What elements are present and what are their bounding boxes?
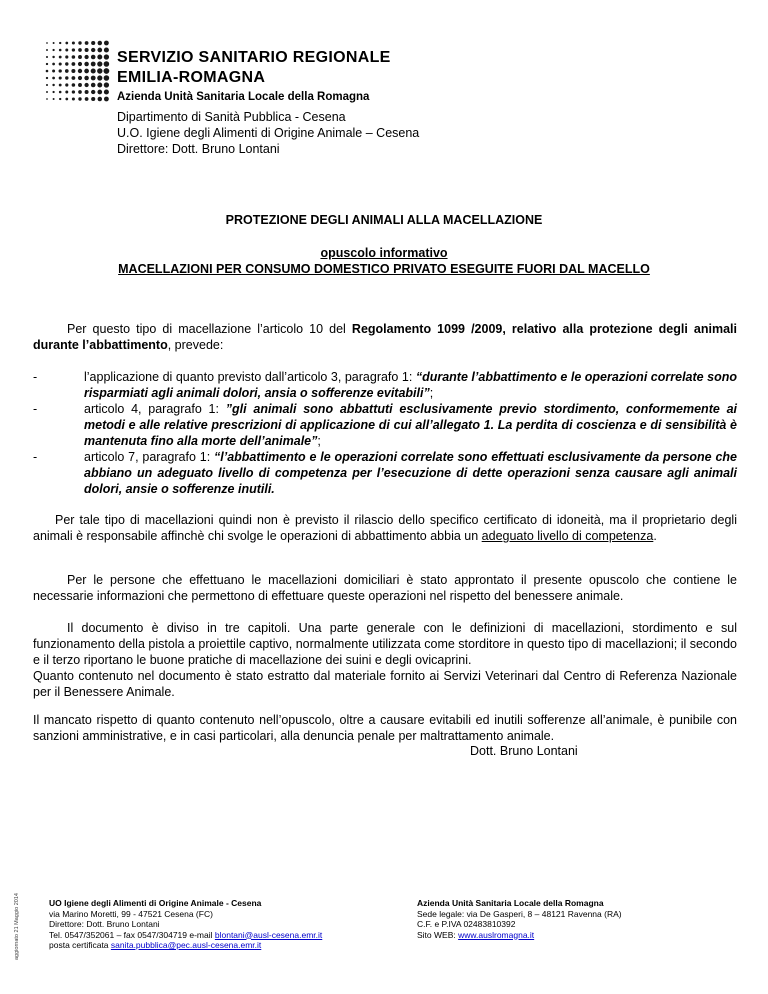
logo-dot <box>72 83 76 87</box>
intro-paragraph: Per questo tipo di macellazione l’articolo 10 del Regolamento 1099 /2009, relativo alla protezione degli animali durante l’abbattimento, prevede: <box>33 322 737 352</box>
logo-dot <box>59 69 62 72</box>
logo-dot <box>65 42 68 45</box>
regulation-articles-list <box>33 369 737 497</box>
org-name-line1: SERVIZIO SANITARIO REGIONALE <box>117 49 391 66</box>
logo-dot <box>78 41 81 44</box>
logo-dot <box>78 48 82 52</box>
logo-dot <box>65 76 68 79</box>
logo-dot <box>98 41 102 45</box>
logo-dot <box>78 76 82 80</box>
logo-dot <box>84 76 89 81</box>
logo-dot <box>46 49 48 51</box>
logo-dot <box>104 68 110 74</box>
logo-dot <box>65 91 68 94</box>
logo-dot <box>65 69 69 73</box>
footer-ausl-fiscal: C.F. e P.IVA 02483810392 <box>417 919 516 929</box>
footer-ausl-address: Sede legale: via De Gasperi, 8 – 48121 Ravenna (RA) <box>417 908 622 919</box>
logo-dot <box>97 68 102 73</box>
logo-dot <box>72 41 75 44</box>
logo-dot <box>65 55 68 58</box>
logo-dot <box>91 48 95 52</box>
logo-dot <box>59 84 62 87</box>
logo-dot <box>97 61 102 66</box>
logo-dot <box>78 62 82 66</box>
logo-dot <box>91 97 95 101</box>
logo-dot <box>52 56 54 58</box>
logo-dot <box>59 62 62 65</box>
signature: Dott. Bruno Lontani <box>470 744 578 758</box>
logo-dot <box>59 98 61 100</box>
logo-dot <box>104 75 110 81</box>
email-link[interactable]: blontani@ausl-cesena.emr.it <box>214 929 323 940</box>
footer-ausl-info <box>417 898 622 940</box>
logo-dot <box>65 49 68 52</box>
list-item: - articolo 7, paragrafo 1: “l’abbattimento e le operazioni correlate sono effettuati esclusivamente da persone che abbiano un adeguato livello di competenza per l’esecuzione di dette operazioni senza causare agli animali dolori, ansie o sofferenze inutili. <box>33 450 737 496</box>
logo-dot <box>91 41 95 45</box>
logo-dot <box>97 90 102 95</box>
logo-dot <box>91 83 96 88</box>
logo-dot <box>72 76 76 80</box>
logo-dot <box>59 91 62 94</box>
logo-dot <box>46 42 48 44</box>
logo-dot <box>78 83 82 87</box>
logo-dot <box>65 98 68 101</box>
director-name: Direttore: Dott. Bruno Lontani <box>117 142 280 156</box>
logo-dot <box>52 63 55 66</box>
logo-dot <box>78 90 82 94</box>
footer-unit-contacts: Tel. 0547/352061 – fax 0547/304719 e-mail blontani@ausl-cesena.emr.it <box>49 929 323 940</box>
logo-dot <box>104 89 109 94</box>
logo-dot <box>46 91 48 93</box>
footer-unit-director: Direttore: Dott. Bruno Lontani <box>49 919 160 929</box>
logo-dot <box>53 98 55 100</box>
logo-dot <box>91 90 95 94</box>
org-name-line3: Azienda Unità Sanitaria Locale della Romagna <box>117 91 370 103</box>
logo-dot <box>46 70 49 73</box>
website-link[interactable]: www.auslromagna.it <box>458 929 535 940</box>
responsibility-paragraph: Per tale tipo di macellazioni quindi non è previsto il rilascio dello specifico certificato di idoneità, ma il proprietario degli animali è responsabile affinchè chi svolge le operazioni di abbattimento abbia un adeguato livello di competenza. <box>33 513 737 543</box>
logo-dot <box>85 90 89 94</box>
logo-dot <box>97 83 102 88</box>
document-title: PROTEZIONE DEGLI ANIMALI ALLA MACELLAZIONE <box>225 213 543 227</box>
footer-unit-address: via Marino Moretti, 99 - 47521 Cesena (FC) <box>49 908 213 919</box>
logo-dot <box>104 97 109 102</box>
list-item: - l’applicazione di quanto previsto dall’articolo 3, paragrafo 1: “durante l’abbattimento e le operazioni correlate sono risparmiati agli animali dolori, ansia o sofferenze evitabili”; <box>33 370 737 400</box>
ssr-logo-dots <box>44 40 110 102</box>
logo-dot <box>52 49 54 51</box>
logo-dot <box>98 97 102 101</box>
footer-unit-title: UO Igiene degli Alimenti di Origine Animale - Cesena <box>49 898 262 908</box>
logo-dot <box>65 83 68 86</box>
logo-dot <box>78 69 82 73</box>
logo-dot <box>53 42 55 44</box>
logo-dot <box>46 77 48 79</box>
logo-dot <box>91 68 96 73</box>
logo-dot <box>104 61 110 67</box>
subtitle-line2: MACELLAZIONI PER CONSUMO DOMESTICO PRIVATO ESEGUITE FUORI DAL MACELLO <box>118 262 650 276</box>
list-item: - articolo 4, paragrafo 1: ”gli animali sono abbattuti esclusivamente previo stordimento, conformemente ai metodi e alle relative prescrizioni di applicazione di cui all’allegato 1. La perdita di coscienza e di sensibilità è mantenuta fino alla morte dell’animale”; <box>33 402 738 448</box>
logo-dot <box>59 56 62 59</box>
logo-dot <box>85 97 89 101</box>
footer-ausl-web: Sito WEB: www.auslromagna.it <box>417 929 535 940</box>
source-paragraph: Quanto contenuto nel documento è stato estratto dal materiale fornito ai Servizi Veterinari dal Centro di Referenza Nazionale per il Benessere Animale. <box>33 669 737 699</box>
logo-dot <box>46 56 48 58</box>
logo-dot <box>72 97 75 100</box>
logo-dot <box>52 77 55 80</box>
logo-dot <box>65 62 68 65</box>
logo-dot <box>72 48 75 51</box>
subtitle-line1: opuscolo informativo <box>320 246 448 260</box>
purpose-paragraph: Per le persone che effettuano le macellazioni domiciliari è stato approntato il presente opuscolo che contiene le necessarie informazioni che permettono di effettuare queste operazioni nel rispetto del benessere animale. <box>33 573 737 603</box>
logo-dot <box>84 69 89 74</box>
logo-dot <box>84 55 88 59</box>
logo-dot <box>59 42 61 44</box>
unit-name: U.O. Igiene degli Alimenti di Origine Animale – Cesena <box>117 126 420 140</box>
logo-dot <box>52 91 54 93</box>
footer-unit-info <box>49 898 322 951</box>
logo-dot <box>91 55 96 60</box>
document-subtitle <box>30 246 738 260</box>
logo-dot <box>59 76 62 79</box>
logo-dot <box>72 90 75 93</box>
logo-dot <box>104 54 109 59</box>
logo-dot <box>46 98 48 100</box>
logo-dot <box>52 70 55 73</box>
logo-dot <box>72 55 76 59</box>
footer-unit-pec: posta certificata sanita.pubblica@pec.ausl-cesena.emr.it <box>49 940 262 950</box>
logo-dot <box>84 83 88 87</box>
logo-dot <box>71 69 75 73</box>
logo-dot <box>97 55 102 60</box>
footer-ausl-title: Azienda Unità Sanitaria Locale della Romagna <box>417 898 604 908</box>
logo-dot <box>84 62 89 67</box>
logo-dot <box>91 76 96 81</box>
logo-dot <box>97 75 102 80</box>
logo-dot <box>85 48 89 52</box>
logo-dot <box>46 84 48 86</box>
logo-dot <box>104 41 109 46</box>
org-name-line2: EMILIA-ROMAGNA <box>117 69 266 86</box>
structure-paragraph: Il documento è diviso in tre capitoli. Una parte generale con le definizioni di macellazioni, stordimento e sul funzionamento della pistola a proiettile captivo, normalmente utilizzata come storditore in questo tipo di macellazioni; il secondo e il terzo riportano le buone pratiche di macellazione dei suini e degli ovicaprini. <box>33 621 737 667</box>
logo-dot <box>91 62 96 67</box>
logo-dot <box>78 55 82 59</box>
logo-dot <box>46 63 48 65</box>
logo-dot <box>72 62 76 66</box>
logo-dot <box>78 97 81 100</box>
logo-dot <box>97 48 102 53</box>
logo-dot <box>52 84 54 86</box>
logo-dot <box>104 47 109 52</box>
pec-link[interactable]: sanita.pubblica@pec.ausl-cesena.emr.it <box>110 940 262 950</box>
logo-dot <box>59 49 62 52</box>
update-date-note: aggiornato 21 Maggio 2014 <box>14 893 20 960</box>
document-subtitle-2 <box>30 262 738 276</box>
sanctions-paragraph: Il mancato rispetto di quanto contenuto nell’opuscolo, oltre a causare evitabili ed inutili sofferenze all’animale, è punibile con sanzioni amministrative, e in casi particolari, alla denuncia penale per maltrattamento animale. <box>33 713 737 743</box>
logo-dot <box>85 41 89 45</box>
department-name: Dipartimento di Sanità Pubblica - Cesena <box>117 110 346 124</box>
logo-dot <box>104 82 109 87</box>
